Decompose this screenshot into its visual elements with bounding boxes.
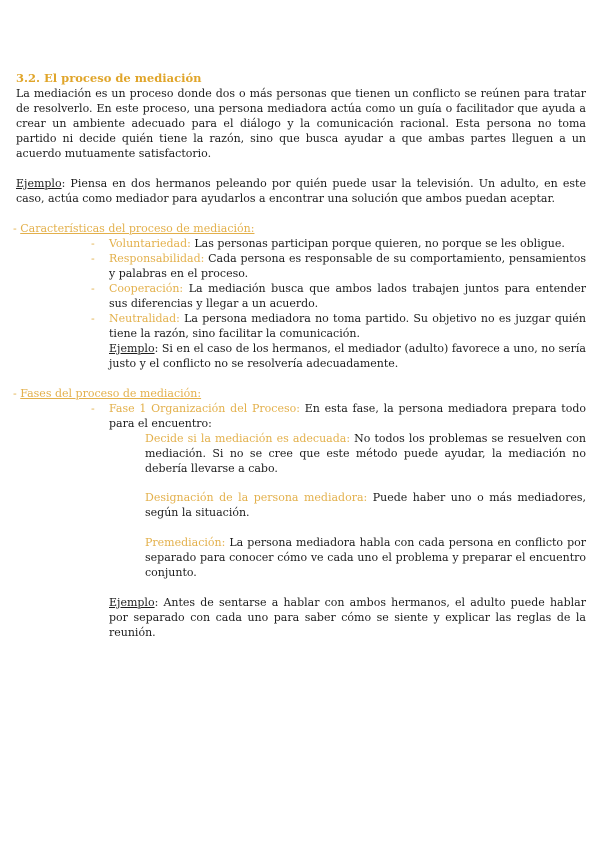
phases-heading-text: Fases del proceso de mediación: [20,387,202,400]
item-dash: - [91,282,95,295]
subitem-term: Decide si la mediación es adecuada: [145,432,351,445]
example-text: : Piensa en dos hermanos peleando por quién puede usar la televisión. Un adulto, en este caso, actúa como mediador para ayudarlos a encontrar una solución que ambos puedan aceptar. [16,177,586,205]
example-label: Ejemplo [109,596,155,609]
example-text: : Si en el caso de los hermanos, el mediador (adulto) favorece a uno, no sería justo y el conflicto no se resolvería adecuadamente. [109,342,586,370]
phase-1 [109,401,586,431]
characteristic-responsabilidad [109,251,586,281]
example-paragraph-2 [109,341,586,371]
example-paragraph-3 [109,595,586,640]
characteristic-text: Las personas participan porque quieren, no porque se les obligue. [190,237,565,250]
example-paragraph-1 [16,176,586,206]
phase-subitem-decide [145,431,586,476]
characteristic-term: Responsabilidad: [109,252,205,265]
characteristic-term: Voluntariedad: [109,237,191,250]
example-label: Ejemplo [109,342,155,355]
subitem-term: Premediación: [145,536,226,549]
intro-paragraph: La mediación es un proceso donde dos o más personas que tienen un conflicto se reúnen para tratar de resolverlo. En este proceso, una persona mediadora actúa como un guía o facilitador que ayuda a crear un ambiente adecuado para el diálogo y la comunicación racional. Esta persona no toma partido ni decide quién tiene la razón, sino que busca ayudar a que ambas partes lleguen a un acuerdo mutuamente satisfactorio. [16,87,586,160]
phase-term: Fase 1 Organización del Proceso: [109,402,300,415]
characteristic-term: Neutralidad: [109,312,180,325]
characteristics-heading [13,221,254,236]
item-dash: - [91,237,95,250]
characteristic-text: La mediación busca que ambos lados trabajen juntos para entender sus diferencias y llegar a un acuerdo. [109,282,586,310]
phase-subitem-designacion [145,490,586,520]
characteristic-term: Cooperación: [109,282,184,295]
characteristic-text: La persona mediadora no toma partido. Su objetivo no es juzgar quién tiene la razón, sino facilitar la comunicación. [109,312,586,340]
item-dash: - [91,312,95,325]
bullet-dash: - [13,222,17,235]
subitem-term: Designación de la persona mediadora: [145,491,368,504]
subitem-text: No todos los problemas se resuelven con mediación. Si no se cree que este método puede ayudar, la mediación no debería llevarse a cabo. [145,432,587,475]
example-text: : Antes de sentarse a hablar con ambos hermanos, el adulto puede hablar por separado con cada uno para saber cómo se siente y explicar las reglas de la reunión. [109,596,586,639]
characteristic-text: Cada persona es responsable de su comportamiento, pensamientos y palabras en el proceso. [109,252,586,280]
characteristic-voluntariedad [109,236,586,251]
characteristic-cooperacion [109,281,586,311]
section-title: 3.2. El proceso de mediación [16,71,202,85]
bullet-dash: - [13,387,17,400]
item-dash: - [91,252,95,265]
item-dash: - [91,402,95,415]
phase-text: En esta fase, la persona mediadora prepara todo para el encuentro: [109,402,586,430]
phase-subitem-premediacion [145,535,586,580]
phases-heading [13,386,201,401]
example-label: Ejemplo [16,177,62,190]
characteristic-neutralidad [109,311,586,341]
subitem-text: La persona mediadora habla con cada persona en conflicto por separado para conocer cómo ve cada uno el problema y preparar el encuentro conjunto. [145,536,586,579]
characteristics-heading-text: Características del proceso de mediación: [20,222,255,235]
subitem-text: Puede haber uno o más mediadores, según la situación. [145,491,586,519]
